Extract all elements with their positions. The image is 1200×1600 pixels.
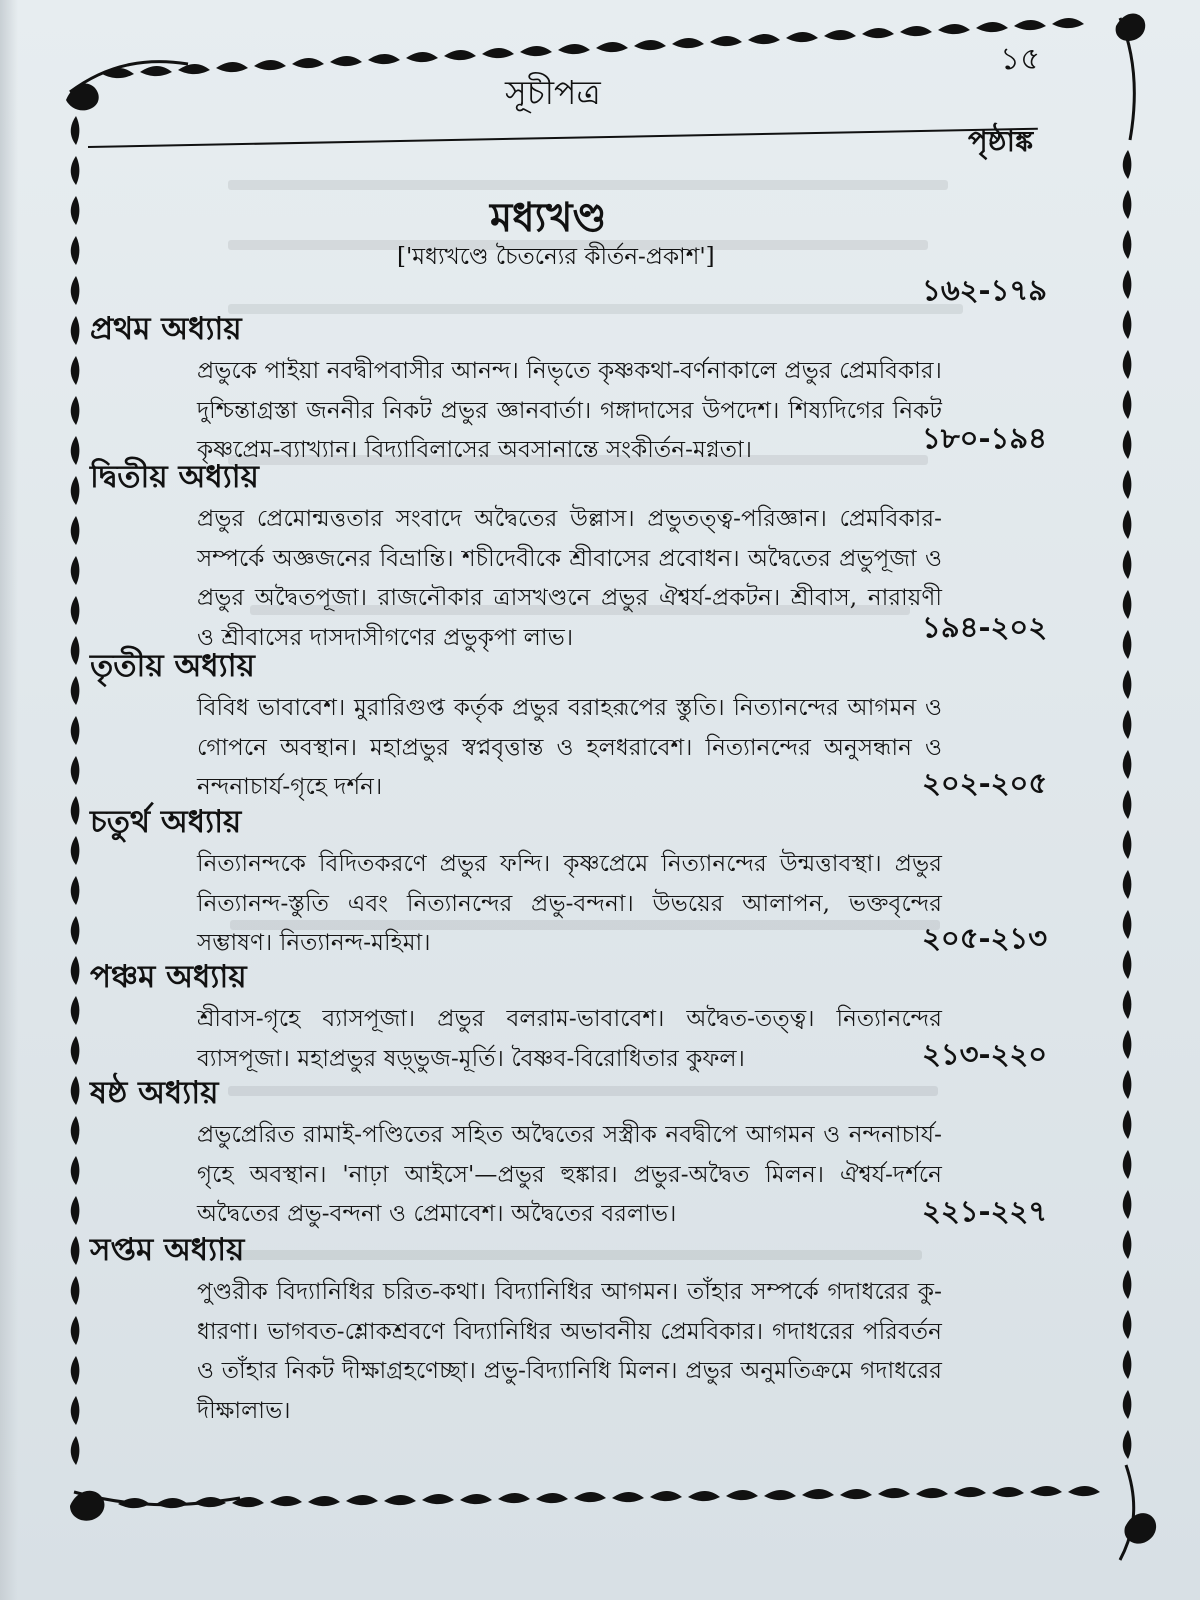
chapter-description: প্রভুপ্রেরিত রামাই-পণ্ডিতের সহিত অদ্বৈতের সস্ত্রীক নবদ্বীপে আগমন ও নন্দনাচার্য-গৃহে অবস্থান। 'নাঢ়া আইসে'—প্রভুর হুঙ্কার। প্রভুর-অদ্বৈত মিলন। ঐশ্বর্য-দর্শনে অদ্বৈতের প্রভু-বন্দনা ও প্রেমাবেশ। অদ্বৈতের বরলাভ। (197, 1122, 942, 1228)
chapter-title: প্রথম অধ্যায় (90, 311, 242, 347)
chapter-title: দ্বিতীয় অধ্যায় (90, 459, 259, 495)
chapter-title: তৃতীয় অধ্যায় (90, 648, 255, 684)
chapter-page-range: ২০২-২০৫ (922, 766, 1048, 800)
chapter-title: পঞ্চম অধ্যায় (90, 959, 247, 995)
page-column-label: পৃষ্ঠাঙ্ক (968, 124, 1034, 158)
chapter-description: বিবিধ ভাবাবেশ। মুরারিগুপ্ত কর্তৃক প্রভুর বরাহরূপের স্তুতি। নিত্যানন্দের আগমন ও গোপনে অবস্থান। মহাপ্রভুর স্বপ্নবৃত্তান্ত ও হলধরাবেশ। নিত্যানন্দের অনুসন্ধান ও নন্দনাচার্য-গৃহে দর্শন। (197, 695, 942, 801)
chapter-page-range: ১৯৪-২০২ (922, 610, 1048, 644)
chapter-title: সপ্তম অধ্যায় (90, 1232, 245, 1268)
chapter-description: প্রভুকে পাইয়া নবদ্বীপবাসীর আনন্দ। নিভৃতে কৃষ্ণকথা-বর্ণনাকালে প্রভুর প্রেমবিকার। দুশ্চিন্তাগ্রস্তা জননীর নিকট প্রভুর জ্ঞানবার্তা। গঙ্গাদাসের উপদেশ। শিষ্যদিগের নিকট কৃষ্ণপ্রেম-ব্যাখ্যান। বিদ্যাবিলাসের অবসানান্তে সংকীর্তন-মগ্নতা। (197, 358, 942, 464)
page-title: সূচীপত্র (505, 73, 601, 112)
chapter-description: নিত্যানন্দকে বিদিতকরণে প্রভুর ফন্দি। কৃষ্ণপ্রেমে নিত্যানন্দের উন্মত্তাবস্থা। প্রভুর নিত্যানন্দ-স্তুতি এবং নিত্যানন্দের প্রভু-বন্দনা। উভয়ের আলাপন, ভক্তবৃন্দের সম্ভাষণ। নিত্যানন্দ-মহিমা। (197, 851, 942, 957)
section-subtitle: ['মধ্যখণ্ডে চৈতন্যের কীর্তন-প্রকাশ'] (397, 244, 715, 270)
chapter-title: ষষ্ঠ অধ্যায় (90, 1075, 219, 1111)
chapter-page-range: ১৬২-১৭৯ (922, 273, 1048, 307)
chapter-description: প্রভুর প্রেমোন্মত্ততার সংবাদে অদ্বৈতের উল্লাস। প্রভুতত্ত্ব-পরিজ্ঞান। প্রেমবিকার-সম্পর্কে অজ্ঞজনের বিভ্রান্তি। শচীদেবীকে শ্রীবাসের প্রবোধন। অদ্বৈতের প্রভুপূজা ও প্রভুর অদ্বৈতপূজা। রাজনৌকার ত্রাসখণ্ডনে প্রভুর ঐশ্বর্য-প্রকটন। শ্রীবাস, নারায়ণী ও শ্রীবাসের দাসদাসীগণের প্রভুকৃপা লাভ। (197, 506, 942, 651)
chapter-title: চতুর্থ অধ্যায় (90, 804, 242, 840)
chapter-page-range: ১৮০-১৯৪ (922, 421, 1047, 455)
page-number: ১৫ (1000, 41, 1041, 77)
chapter-page-range: ২০৫-২১৩ (922, 921, 1048, 955)
chapter-description: পুণ্ডরীক বিদ্যানিধির চরিত-কথা। বিদ্যানিধির আগমন। তাঁহার সম্পর্কে গদাধরের কু-ধারণা। ভাগবত-শ্লোকশ্রবণে বিদ্যানিধির অভাবনীয় প্রেমবিকার। গদাধরের পরিবর্তন ও তাঁহার নিকট দীক্ষাগ্রহণেচ্ছা। প্রভু-বিদ্যানিধি মিলন। প্রভুর অনুমতিক্রমে গদাধরের দীক্ষালাভ। (197, 1279, 942, 1424)
chapter-page-range: ২১৩-২২০ (922, 1037, 1048, 1071)
chapter-page-range: ২২১-২২৭ (922, 1194, 1048, 1228)
section-title: মধ্যখণ্ড (490, 194, 607, 241)
chapter-description: শ্রীবাস-গৃহে ব্যাসপূজা। প্রভুর বলরাম-ভাবাবেশ। অদ্বৈত-তত্ত্ব। নিত্যানন্দের ব্যাসপূজা। মহাপ্রভুর ষড়্ভুজ-মূর্তি। বৈষ্ণব-বিরোধিতার কুফল। (197, 1006, 942, 1072)
